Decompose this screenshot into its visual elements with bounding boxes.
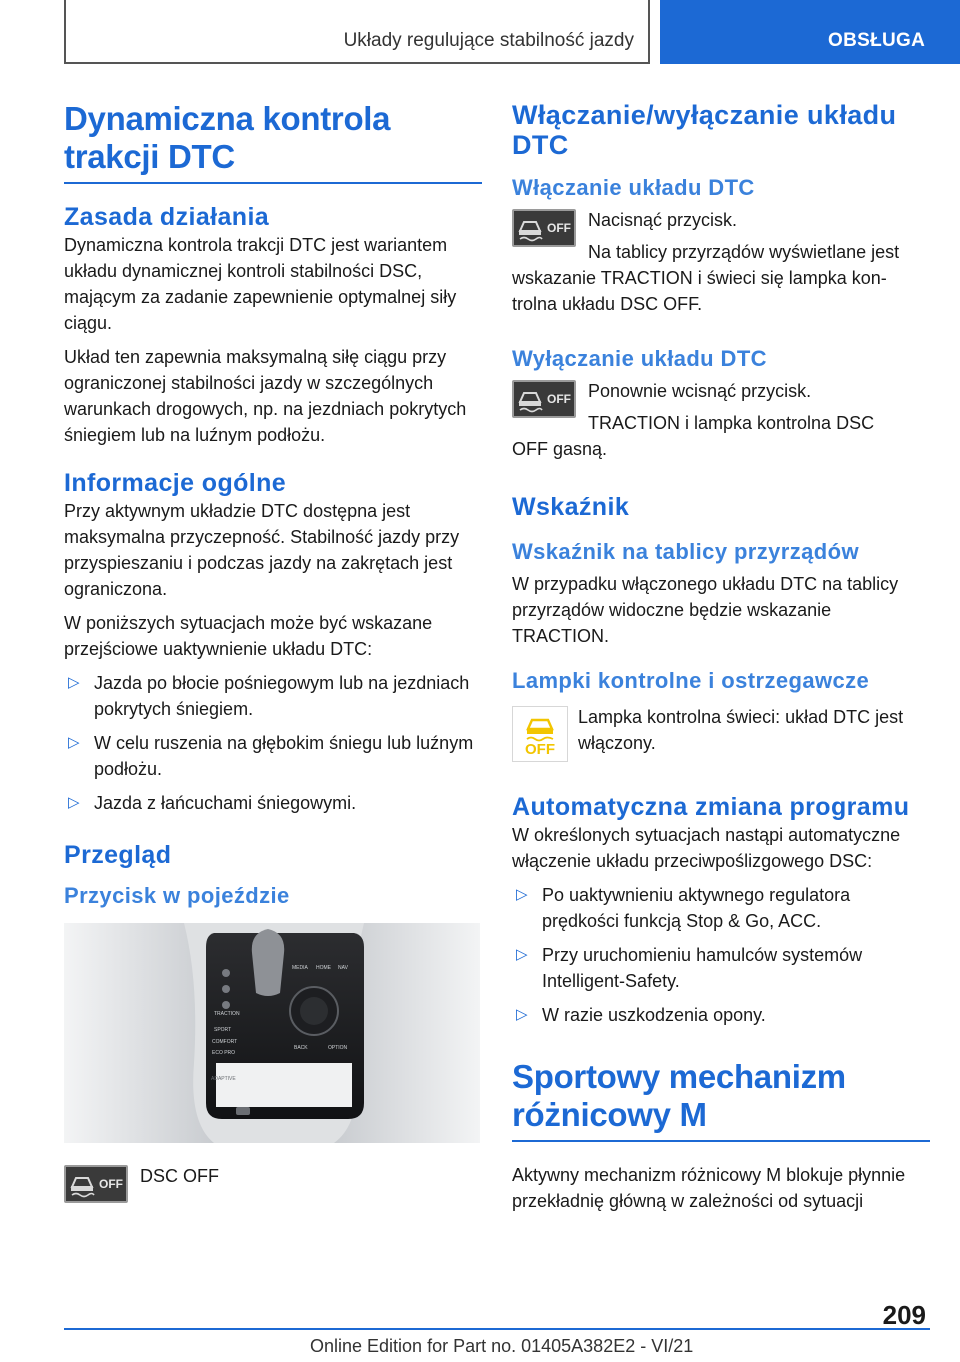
dsc-off-warning-light-icon — [512, 706, 568, 762]
auto-program-heading: Automatyczna zmiana programu — [512, 793, 910, 821]
list-item: ▷ Jazda po błocie pośniegowym lub na jezdniach pokrytych śniegiem. — [64, 670, 482, 722]
photo-label-traction: TRACTION — [214, 1011, 240, 1017]
general-info-heading: Informacje ogólne — [64, 469, 287, 497]
photo-label-back: BACK — [294, 1045, 308, 1051]
general-paragraph-1: Przy aktywnym układzie DTC dostępna jest maksymalna przyczepność. Stabilność jazdy przy przyspieszaniu i podczas jazdy na zakrętach jest ograniczona. — [64, 501, 460, 599]
overview-heading: Przegląd — [64, 841, 172, 869]
auto-program-paragraph: W określonych sytuacjach nastąpi automatyczne włączenie układu przeciwpoślizgowego DSC: — [512, 825, 901, 871]
photo-label-eco-pro: ECO PRO — [212, 1050, 236, 1056]
off-label: OFF — [99, 1177, 123, 1191]
bullet-icon: ▷ — [68, 794, 80, 811]
disable-dtc-heading: Wyłączanie układu DTC — [512, 346, 767, 371]
enable-dtc-step: Nacisnąć przycisk. — [588, 210, 738, 230]
chapter-title: Układy regulujące stabilność jazdy — [343, 30, 634, 51]
dtc-situations-list — [64, 670, 482, 816]
m-differential-paragraph: Aktywny mechanizm różnicowy M blokuje płynnie przekładnię główną w zależności od sytuacji — [512, 1165, 906, 1211]
photo-label-nav: NAV — [338, 965, 348, 971]
photo-label-comfort: COMFORT — [212, 1039, 238, 1045]
right-column — [512, 100, 930, 1214]
warning-light-description: Lampka kontrolna świeci: układ DTC jest włączony. — [578, 707, 904, 753]
photo-label-option: OPTION — [328, 1045, 348, 1051]
list-item: ▷ Jazda z łańcuchami śniegowymi. — [64, 790, 482, 816]
off-label: OFF — [547, 221, 571, 235]
edition-note: Online Edition for Part no. 01405A382E2 - VI/21 — [310, 1336, 694, 1356]
enable-dtc-description: wskazanie TRACTION i świeci się lampka kon- trolna układu DSC OFF. — [512, 268, 887, 314]
bullet-icon: ▷ — [516, 886, 528, 903]
vehicle-button-heading: Przycisk w pojeździe — [64, 883, 290, 908]
dsc-off-button-icon — [64, 1165, 128, 1203]
list-item: ▷ W razie uszkodzenia opony. — [512, 1002, 930, 1028]
bullet-icon: ▷ — [68, 674, 80, 691]
center-console-photo — [64, 923, 480, 1143]
enable-dtc-first-line: Na tablicy przyrządów wyświetlane jest — [588, 242, 900, 262]
photo-label-sport: SPORT — [214, 1027, 232, 1033]
enable-dtc-block — [512, 207, 930, 265]
photo-label-home: HOME — [316, 965, 331, 971]
header-title-box — [64, 0, 650, 64]
disable-dtc-description: OFF gasną. — [512, 439, 608, 459]
page-header — [0, 0, 960, 66]
instrument-cluster-paragraph: W przypadku włączonego układu DTC na tablicy przyrządów widoczne będzie wskazanie TRACTION. — [512, 574, 899, 646]
bullet-icon: ▷ — [68, 734, 80, 751]
warning-lights-heading: Lampki kontrolne i ostrzegawcze — [512, 668, 870, 693]
enable-dtc-heading: Włączanie układu DTC — [512, 175, 755, 200]
section-tab-label: OBSŁUGA — [828, 30, 926, 51]
left-column — [64, 100, 482, 1211]
principle-heading: Zasada działania — [64, 203, 270, 231]
center-console-illustration — [64, 923, 480, 1143]
warning-light-block — [512, 704, 930, 762]
m-differential-title: Sportowy mechanizm różnicowy M — [512, 1058, 846, 1133]
indicator-heading: Wskaźnik — [512, 493, 630, 521]
disable-dtc-block — [512, 378, 930, 436]
section-tab[interactable] — [660, 0, 960, 64]
dsc-off-button-icon — [512, 209, 576, 247]
disable-dtc-step: Ponownie wcisnąć przycisk. — [588, 381, 812, 401]
principle-paragraph-1: Dynamiczna kontrola trakcji DTC jest wariantem układu dynamicznej kontroli stabilności DSC, mającym za zadanie zapewnienie optymalnej siły ciągu. — [64, 235, 457, 333]
off-label: OFF — [547, 392, 571, 406]
list-item: ▷ W celu ruszenia na głębokim śniegu lub luźnym podłożu. — [64, 730, 482, 782]
dsc-off-caption-row — [64, 1163, 482, 1211]
footer-divider — [64, 1328, 930, 1330]
section-title-block — [64, 100, 482, 184]
auto-program-list — [512, 882, 930, 1028]
bullet-icon: ▷ — [516, 946, 528, 963]
list-item: ▷ Po uaktywnieniu aktywnego regulatora prędkości funkcją Stop & Go, ACC. — [512, 882, 930, 934]
page-number: 209 — [882, 1300, 926, 1330]
list-item: ▷ Przy uruchomieniu hamulców systemów Intelligent-Safety. — [512, 942, 930, 994]
disable-dtc-first-line: TRACTION i lampka kontrolna DSC — [588, 413, 875, 433]
section-title: Dynamiczna kontrola trakcji DTC — [64, 100, 391, 175]
photo-label-adaptive: ADAPTIVE — [211, 1076, 236, 1082]
instrument-cluster-heading: Wskaźnik na tablicy przyrządów — [512, 539, 859, 564]
principle-paragraph-2: Układ ten zapewnia maksymalną siłę ciągu przy ograniczonej stabilności jazdy w szczególnych warunkach drogowych, np. na jezdniach pokrytych śniegiem lub na luźnym podłożu. — [64, 347, 467, 445]
warning-off-label: OFF — [525, 741, 555, 758]
on-off-title: Włączanie/wyłączanie układu DTC — [512, 100, 897, 160]
dsc-off-button-icon — [512, 380, 576, 418]
photo-label-media: MEDIA — [292, 965, 308, 971]
m-differential-title-block — [512, 1058, 930, 1142]
dsc-off-caption: DSC OFF — [140, 1166, 219, 1186]
general-paragraph-2: W poniższych sytuacjach może być wskazane przejściowe uaktywnienie układu DTC: — [64, 613, 433, 659]
bullet-icon: ▷ — [516, 1006, 528, 1023]
